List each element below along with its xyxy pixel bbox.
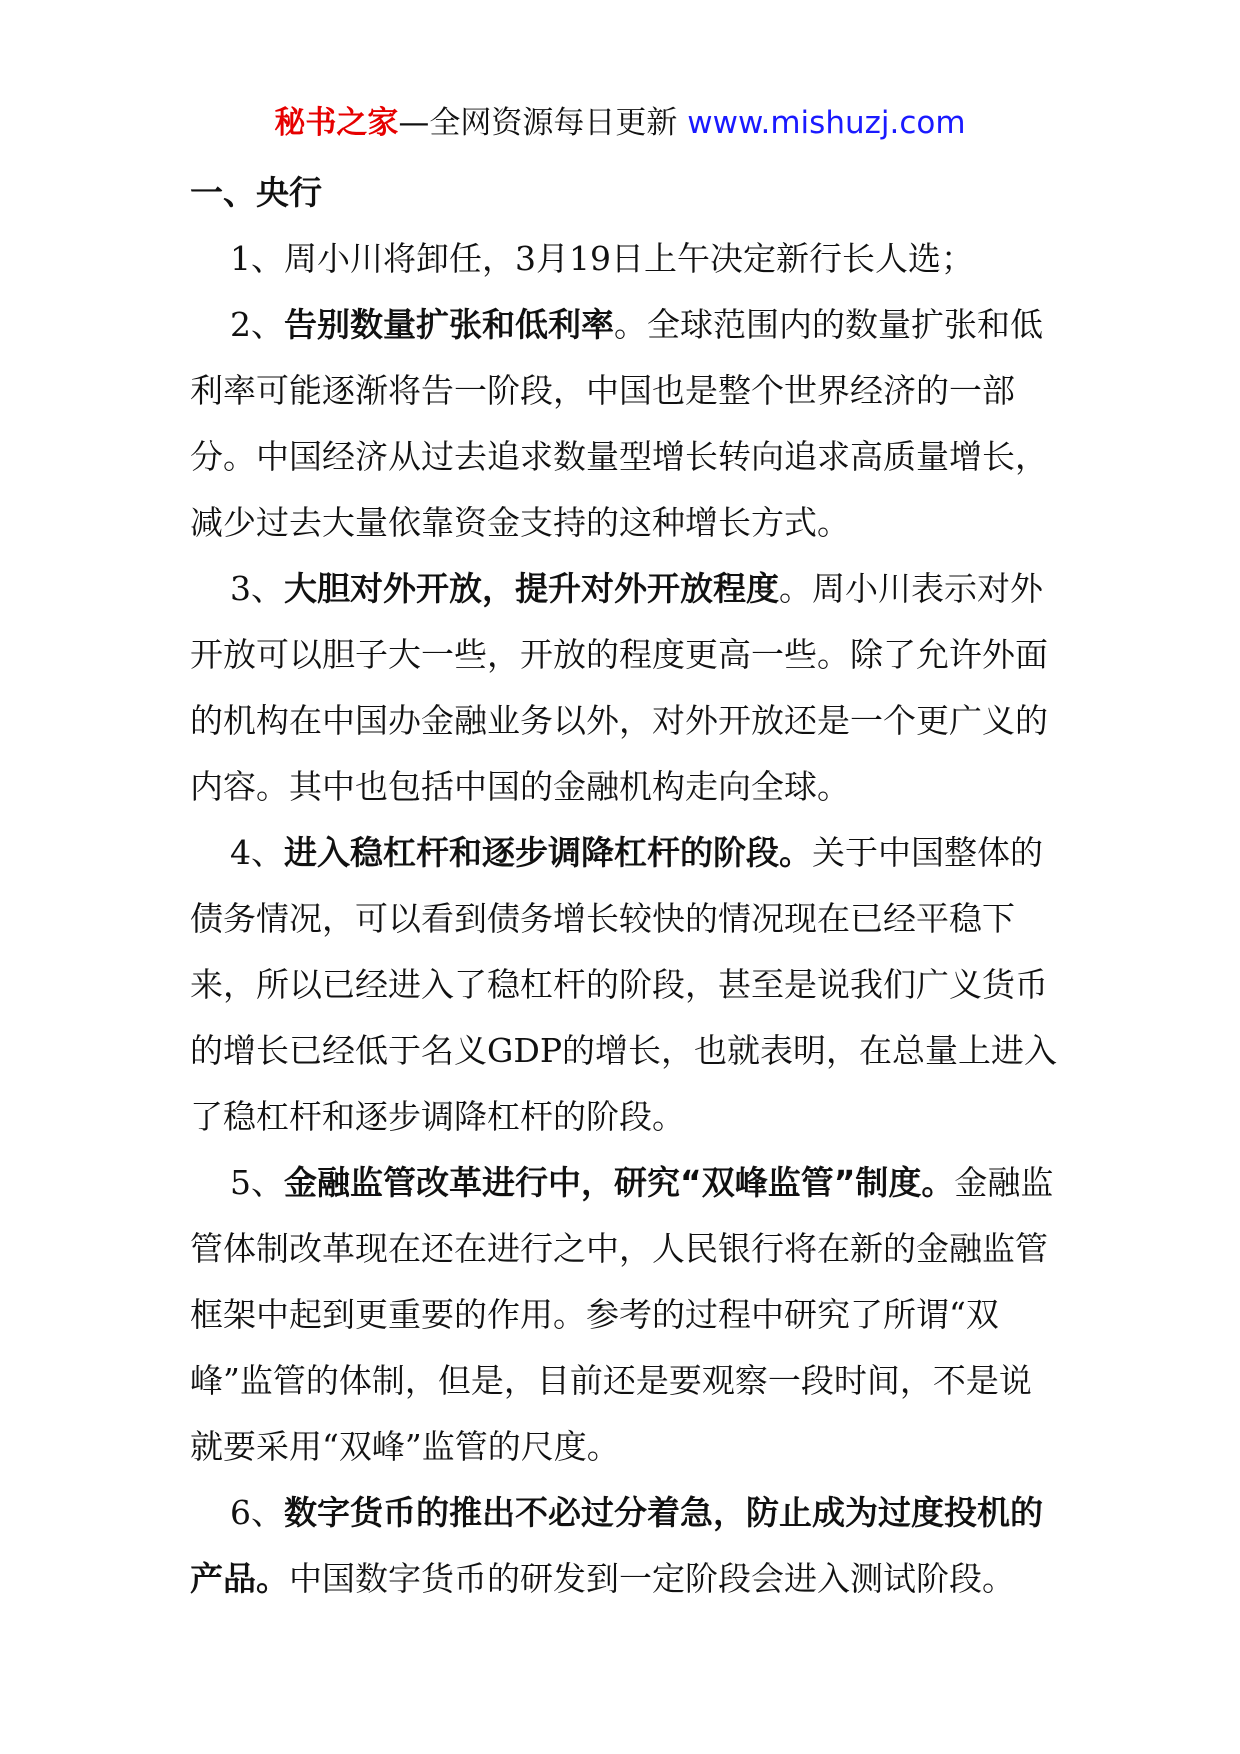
paragraph-number: 5、 [230,1163,284,1202]
paragraph-6 [190,1480,1060,1612]
paragraph-number: 3、 [230,569,284,608]
paragraph-number: 2、 [230,305,284,344]
paragraph-5 [190,1150,1060,1480]
paragraph-heading: 数字货币的推出不必过分着急，防止成为过度投机的产品。 [190,1493,1043,1598]
paragraph-heading: 金融监管改革进行中，研究“双峰监管”制度。 [284,1163,955,1202]
paragraph-text: 周小川将卸任，3月19日上午决定新行长人选； [284,239,974,278]
paragraph-text: 中国数字货币的研发到一定阶段会进入测试阶段。 [289,1559,1015,1598]
paragraph-number: 1、 [230,239,284,278]
paragraph-number: 4、 [230,833,284,872]
brand-name: 秘书之家 [274,105,399,141]
paragraph-text: 。全球范围内的数量扩张和低利率可能逐渐将告一阶段，中国也是整个世界经济的一部分。中国经济从过去追求数量型增长转向追求高质量增长，减少过去大量依靠资金支持的这种增长方式。 [190,305,1048,542]
document-body [190,160,1060,1612]
paragraph-heading: 告别数量扩张和低利率 [284,305,614,344]
header-tagline: —全网资源每日更新 [398,105,678,141]
paragraph-heading: 大胆对外开放，提升对外开放程度 [284,569,779,608]
paragraph-text: 。周小川表示对外开放可以胆子大一些，开放的程度更高一些。除了允许外面的机构在中国办金融业务以外，对外开放还是一个更广义的内容。其中也包括中国的金融机构走向全球。 [190,569,1048,806]
paragraph-heading: 进入稳杠杆和逐步调降杠杆的阶段。 [284,833,812,872]
section-title: 一、央行 [190,173,322,212]
paragraph-text: 金融监管体制改革现在还在进行之中，人民银行将在新的金融监管框架中起到更重要的作用。参考的过程中研究了所谓“双峰”监管的体制，但是，目前还是要观察一段时间，不是说就要采用“双峰”监管的尺度。 [190,1163,1054,1466]
site-url-link[interactable]: www.mishuzj.com [687,105,966,141]
paragraph-number: 6、 [230,1493,284,1532]
paragraph-3 [190,556,1060,820]
paragraph-4 [190,820,1060,1150]
site-header [0,100,1240,146]
paragraph-text: 关于中国整体的债务情况，可以看到债务增长较快的情况现在已经平稳下来，所以已经进入了稳杠杆的阶段，甚至是说我们广义货币的增长已经低于名义GDP的增长，也就表明，在总量上进入了稳杠杆和逐步调降杠杆的阶段。 [190,833,1058,1136]
paragraph-1 [190,226,1060,292]
paragraph-2 [190,292,1060,556]
